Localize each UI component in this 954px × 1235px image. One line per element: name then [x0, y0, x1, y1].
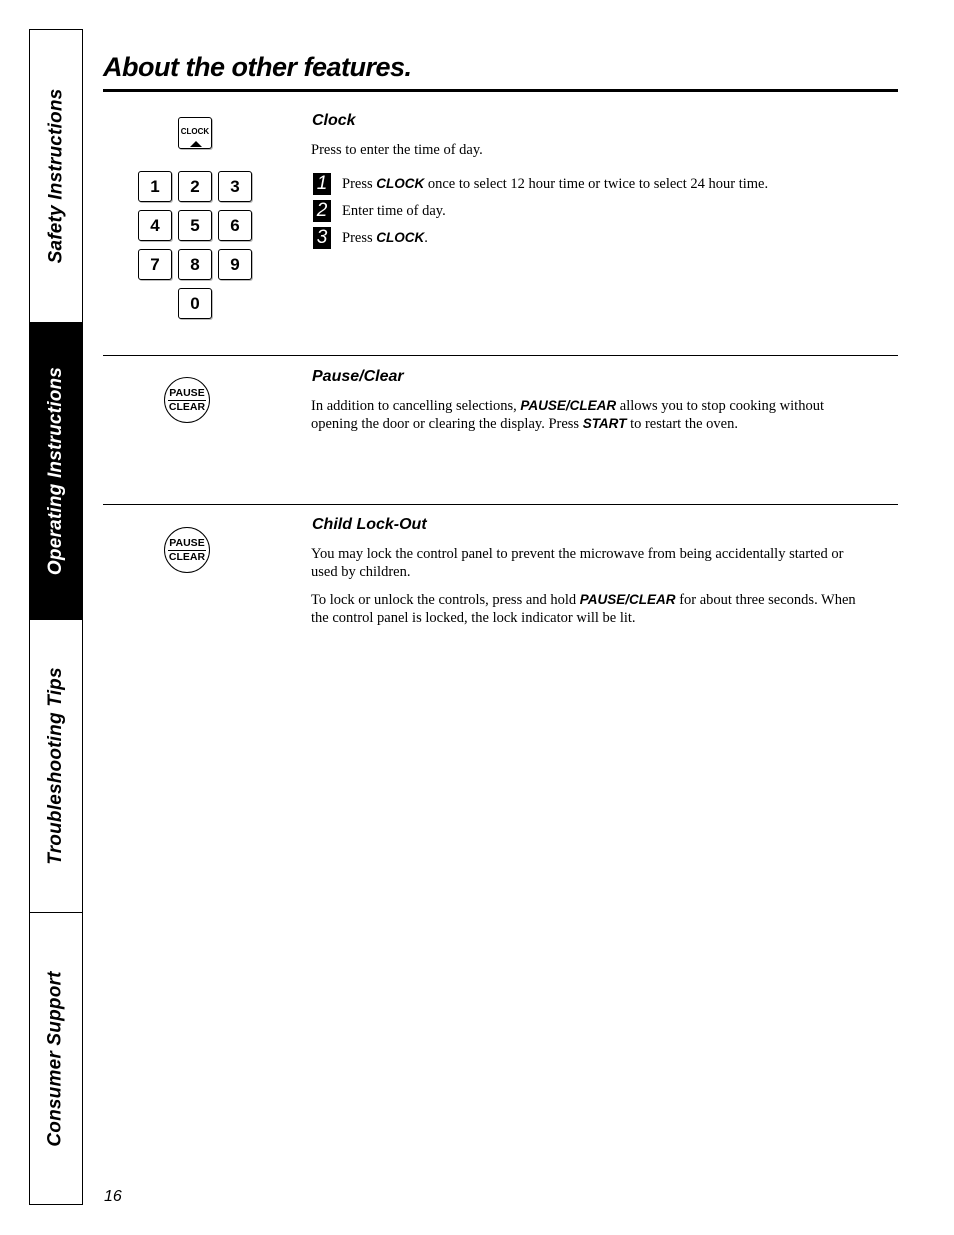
- keypad-key-0: 0: [178, 288, 212, 319]
- tab-troubleshooting-tips[interactable]: [30, 620, 82, 913]
- keypad-key-2: 2: [178, 171, 212, 202]
- keypad-key-8: 8: [178, 249, 212, 280]
- tab-label: Consumer Support: [45, 970, 67, 1147]
- step-text: Press CLOCK once to select 12 hour time or twice to select 24 hour time.: [342, 175, 769, 192]
- button-label-top: PAUSE: [169, 386, 205, 399]
- tab-label: Safety Instructions: [45, 88, 66, 264]
- pause-clear-text: In addition to cancelling selections, PAUSE/CLEAR allows you to stop cooking without opening the door or clearing the display. Press START to restart the oven.: [311, 398, 824, 432]
- button-label-bottom: CLEAR: [168, 550, 206, 563]
- clock-key-illustration: [178, 117, 212, 149]
- step-number: 2: [313, 200, 331, 222]
- tab-consumer-support[interactable]: [30, 913, 82, 1204]
- child-lock-para-1: You may lock the control panel to prevent the microwave from being accidentally started or used by children.: [311, 546, 844, 580]
- tab-safety-instructions[interactable]: [30, 30, 82, 323]
- up-arrow-icon: [190, 141, 202, 147]
- keypad-key-1: 1: [138, 171, 172, 202]
- tab-label: Operating Instructions: [45, 366, 67, 576]
- clock-step-2: [313, 200, 446, 222]
- title-rule: [103, 89, 898, 92]
- keypad-key-4: 4: [138, 210, 172, 241]
- pause-clear-button-illustration: [164, 527, 210, 573]
- pause-clear-button-illustration: [164, 377, 210, 423]
- keypad-key-5: 5: [178, 210, 212, 241]
- clock-step-1: [313, 173, 768, 195]
- section-divider: [103, 355, 898, 356]
- tab-label: Troubleshooting Tips: [45, 667, 66, 865]
- tab-operating-instructions[interactable]: [30, 323, 82, 620]
- side-tabs: [29, 29, 83, 1205]
- child-lock-heading: Child Lock-Out: [312, 516, 427, 533]
- section-divider: [103, 504, 898, 505]
- pause-clear-heading: Pause/Clear: [312, 368, 404, 385]
- keypad-key-3: 3: [218, 171, 252, 202]
- step-number: 3: [313, 227, 331, 249]
- clock-intro: Press to enter the time of day.: [311, 142, 483, 158]
- button-label-bottom: CLEAR: [168, 400, 206, 413]
- step-text: Enter time of day.: [342, 202, 446, 219]
- clock-key-label: CLOCK: [180, 127, 210, 136]
- page-title: About the other features.: [103, 52, 412, 82]
- clock-heading: Clock: [312, 112, 356, 129]
- step-number: 1: [313, 173, 331, 195]
- child-lock-para-2: To lock or unlock the controls, press and hold PAUSE/CLEAR for about three seconds. When the control panel is locked, the lock indicator will be lit.: [311, 592, 856, 626]
- clock-step-3: [313, 227, 428, 249]
- button-label-top: PAUSE: [169, 536, 205, 549]
- step-text: Press CLOCK.: [342, 229, 428, 246]
- keypad-key-7: 7: [138, 249, 172, 280]
- page-number: 16: [104, 1188, 122, 1205]
- keypad-key-9: 9: [218, 249, 252, 280]
- keypad-key-6: 6: [218, 210, 252, 241]
